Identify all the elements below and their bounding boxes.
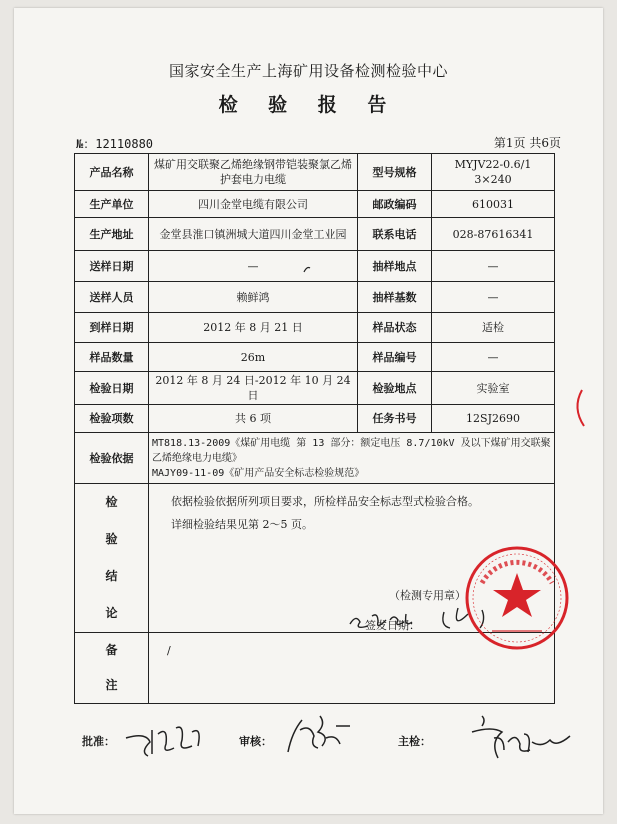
remarks-char: 备 <box>105 643 118 657</box>
row-label: 检验地点 <box>358 372 432 405</box>
row-label: 送样日期 <box>75 251 149 282</box>
basis-value <box>149 433 555 484</box>
basis-label: 检验依据 <box>75 433 149 484</box>
row-value: — <box>432 282 555 313</box>
row-value: 12SJ2690 <box>432 405 555 433</box>
report-number-label: №： <box>76 137 96 151</box>
basis-line-1: MT818.13-2009《煤矿用电缆 第 13 部分：额定电压 8.7/10kV 及以下煤矿用交联聚乙烯绝缘电力电缆》 <box>152 437 551 464</box>
remarks-char: 注 <box>105 678 118 692</box>
row-label: 抽样地点 <box>358 251 432 282</box>
row-label: 样品数量 <box>75 343 149 372</box>
basis-row <box>75 433 555 484</box>
table-row <box>75 313 555 343</box>
conclusion-char: 检 <box>105 495 118 509</box>
organization-name: 国家安全生产上海矿用设备检测检验中心 <box>168 62 448 80</box>
conclusion-char: 验 <box>105 532 118 546</box>
row-value: 四川金堂电缆有限公司 <box>149 191 358 218</box>
row-label: 产品名称 <box>75 154 149 191</box>
row-label: 抽样基数 <box>358 282 432 313</box>
row-value: MYJV22-0.6/1 3×240 <box>432 154 555 191</box>
conclusion-label <box>75 484 149 633</box>
remarks-label <box>75 633 149 704</box>
row-label: 生产地址 <box>75 218 149 251</box>
report-title: 检 验 报 告 <box>218 94 399 116</box>
row-label: 送样人员 <box>75 282 149 313</box>
row-value: — <box>432 343 555 372</box>
table-row <box>75 251 555 282</box>
table-row <box>75 372 555 405</box>
table-row <box>75 154 555 191</box>
row-value: 共 6 项 <box>149 405 358 433</box>
table-row <box>75 191 555 218</box>
row-label: 检验日期 <box>75 372 149 405</box>
report-number <box>76 135 153 152</box>
approver-signature-icon <box>122 720 212 760</box>
inspector-signature-icon <box>464 712 574 767</box>
inspect-label: 主检： <box>398 735 431 748</box>
row-label: 型号规格 <box>358 154 432 191</box>
row-label: 样品编号 <box>358 343 432 372</box>
page-info: 第1页 共6页 <box>493 136 561 150</box>
conclusion-char: 结 <box>105 569 118 583</box>
row-value: 赖鲜鸿 <box>149 282 358 313</box>
row-value: 26m <box>149 343 358 372</box>
official-seal-icon <box>462 543 572 653</box>
review-label: 审核： <box>239 735 272 748</box>
report-page <box>14 8 603 814</box>
conclusion-line-1: 依据检验依据所列项目要求，所检样品安全标志型式检验合格。 <box>171 495 479 508</box>
row-label: 样品状态 <box>358 313 432 343</box>
row-value: — <box>432 251 555 282</box>
report-number-value: 12110880 <box>95 137 154 151</box>
row-label: 邮政编码 <box>358 191 432 218</box>
conclusion-line-2: 详细检验结果见第 2～5 页。 <box>171 518 313 531</box>
row-value: 2012 年 8 月 21 日 <box>149 313 358 343</box>
reviewer-signature-icon <box>280 708 360 758</box>
row-value: 610031 <box>432 191 555 218</box>
row-label: 任务书号 <box>358 405 432 433</box>
table-row <box>75 343 555 372</box>
row-value: 适检 <box>432 313 555 343</box>
row-value: — <box>149 251 358 282</box>
row-label: 检验项数 <box>75 405 149 433</box>
row-value: 2012 年 8 月 24 日-2012 年 10 月 24 日 <box>149 372 358 405</box>
row-value: 实验室 <box>432 372 555 405</box>
table-row <box>75 282 555 313</box>
edge-mark-icon <box>570 388 590 428</box>
seal-note: （检测专用章） <box>389 589 466 602</box>
approve-label: 批准： <box>82 735 115 748</box>
row-label: 生产单位 <box>75 191 149 218</box>
remarks-value: / <box>149 633 555 704</box>
row-label: 联系电话 <box>358 218 432 251</box>
issue-date-label: 签发日期： <box>365 619 420 632</box>
conclusion-char: 论 <box>105 606 118 620</box>
ink-mark-icon <box>302 264 312 274</box>
row-label: 到样日期 <box>75 313 149 343</box>
row-value: 028-87616341 <box>432 218 555 251</box>
table-row <box>75 405 555 433</box>
row-value: 煤矿用交联聚乙烯绝缘钢带铠装聚氯乙烯护套电力电缆 <box>149 154 358 191</box>
basis-line-2: MAJY09-11-09《矿用产品安全标志检验规范》 <box>152 467 365 479</box>
table-row <box>75 218 555 251</box>
row-value: 金堂县淮口镇洲城大道四川金堂工业园 <box>149 218 358 251</box>
